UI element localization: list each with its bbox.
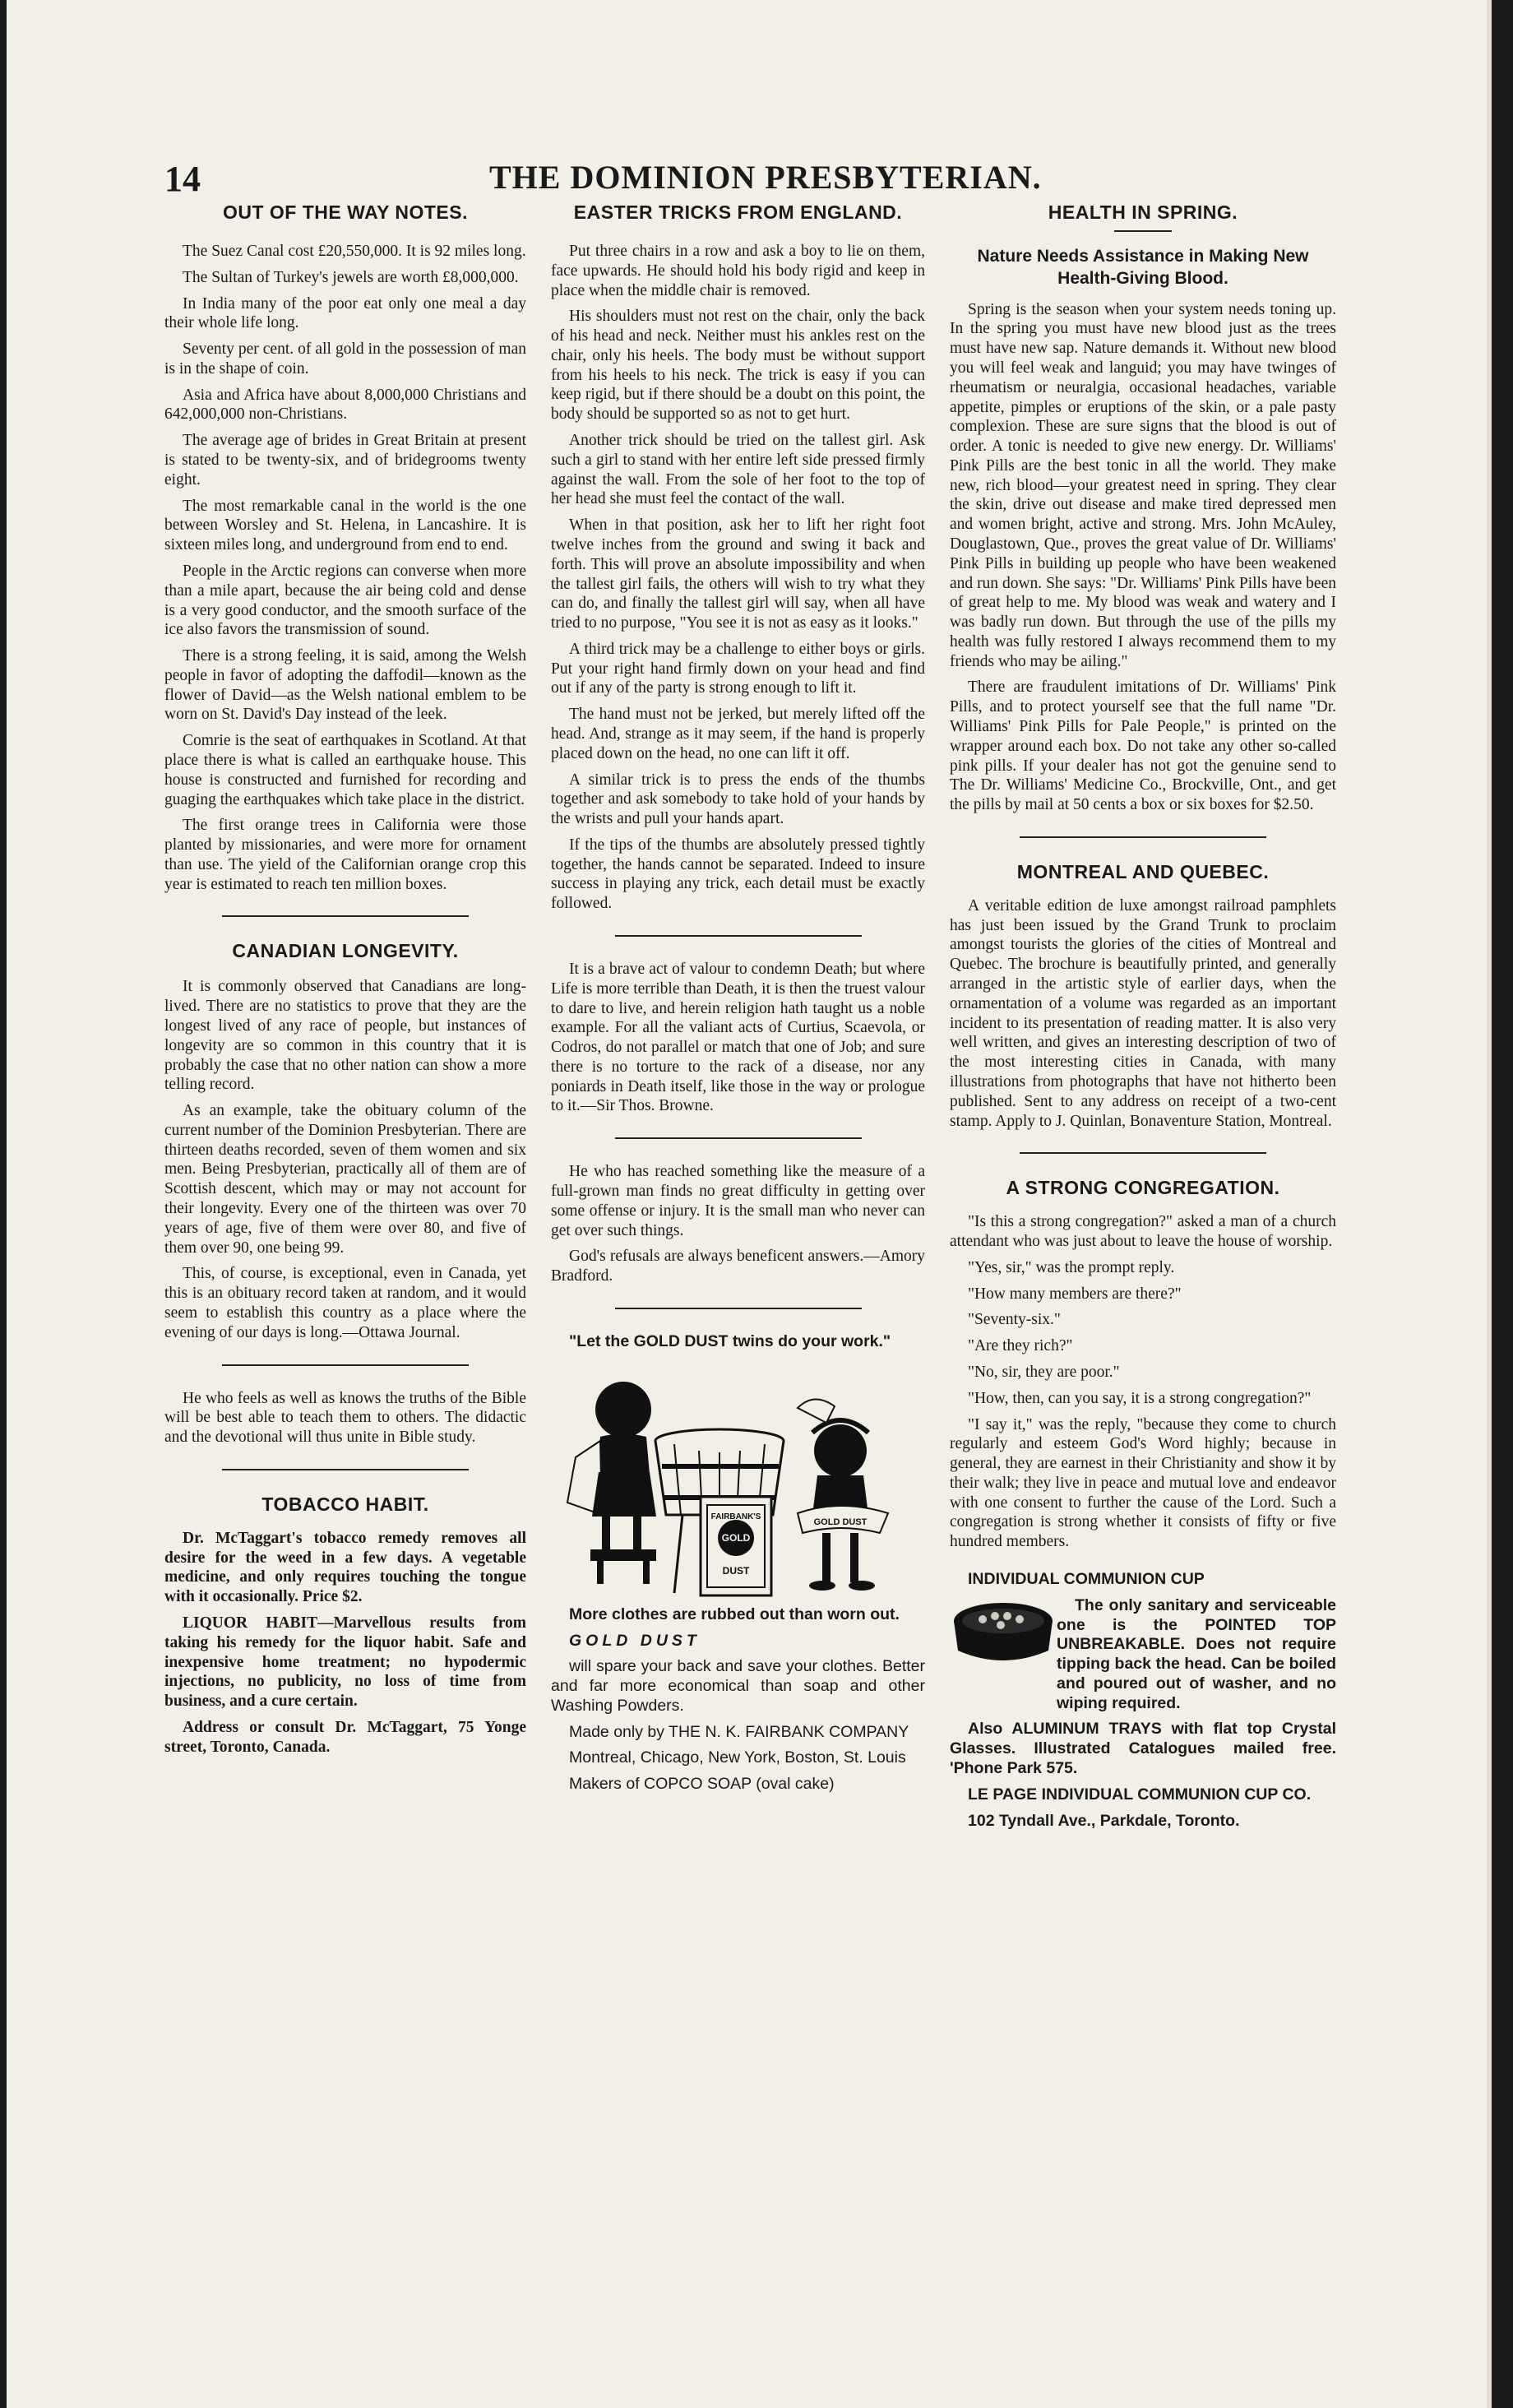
communion-cup-advertisement bbox=[950, 1570, 1336, 1831]
paragraph: Spring is the season when your system needs toning up. In the spring you must have new blood just as the trees must have new sap. Nature demands it. Without new blood you will feel weak and languid; you may have twinges of rheumatism or neuralgia, occasional headaches, variable appetite, pimples or eruptions of the skin, or a pale pasty complexion. These are sure signs that the blood is out of order. A tonic is needed to give new energy. Dr. Williams' Pink Pills are the best tonic in all the world. They make new, rich blood—your greatest need in spring. They clear the skin, drive out disease and make tired depressed men and women bright, active and strong. Mrs. John McAuley, Douglastown, Que., proves the great value of Dr. Williams' Pink Pills in building up people who have been weakened and run down. She says: "Dr. Williams' Pink Pills have been of great help to me. My blood was weak and watery and I was badly run down. But through the use of the pills my health was fully restored I always recommend them to my friends who may be ailing." bbox=[950, 300, 1336, 670]
paragraph: "Is this a strong congregation?" asked a man of a church attendant who was just about to leave the house of worship. bbox=[950, 1213, 1336, 1251]
paragraph: In India many of the poor eat only one meal a day their whole life long. bbox=[164, 294, 526, 332]
paragraph: The most remarkable canal in the world is the one between Worsley and St. Helena, in Lancashire. It is sixteen miles long, and underground from end to end. bbox=[164, 497, 526, 554]
article-heading: A STRONG CONGREGATION. bbox=[1006, 1177, 1280, 1199]
communion-tray-icon bbox=[950, 1596, 1057, 1672]
full-grown-man-note bbox=[551, 1162, 925, 1286]
ad-more-text: Also ALUMINUM TRAYS with flat top Crystal Glasses. Illustrated Catalogues mailed free. 'Phone Park 575. bbox=[950, 1720, 1336, 1778]
paragraph: It is a brave act of valour to condemn Death; but where Life is more terrible than Death, it is then the truest valour to dare to live, and herein religion hath taught us a noble example. For all the valiant acts of Curtius, Scaevola, or Codros, do not parallel or match that one of Job; and sure there is no torture to the rack of a disease, nor any poniards in Death itself, like those in the way or prologue to it.—Sir Thos. Browne. bbox=[551, 961, 925, 1115]
ad-also-makers: Makers of COPCO SOAP (oval cake) bbox=[569, 1775, 835, 1794]
svg-text:GOLD: GOLD bbox=[721, 1531, 751, 1544]
paragraph: A veritable edition de luxe amongst railroad pamphlets has just been issued by the Grand Trunk to proclaim amongst tourists the glories of the cities of Montreal and Quebec. The brochure is beautifully printed, and generally arranged in the artistic style of earlier days, when the ornamentation of a volume was regarded as an important incident to its presentation of reading matter. It is also very well written, and gives an interesting description of two of the most interesting cities in Canada, with many illustrations from photographs that have not hitherto been published. Sent to any address on receipt of a two-cent stamp. Apply to J. Quinlan, Bonaventure Station, Montreal. bbox=[950, 896, 1336, 1130]
paragraph: Put three chairs in a row and ask a boy to lie on them, face upwards. He should hold his body rigid and keep in place when the middle chair is removed. bbox=[551, 243, 925, 299]
left-twin-figure bbox=[567, 1382, 656, 1584]
paragraph: A third trick may be a challenge to either boys or girls. Put your right hand firmly down on your head and find out if any of the party is strong enough to lift it. bbox=[551, 640, 925, 697]
section-divider bbox=[222, 1469, 469, 1470]
section-divider bbox=[222, 915, 469, 917]
gold-dust-box bbox=[701, 1497, 771, 1595]
ad-row bbox=[950, 1596, 1336, 1720]
paragraph: He who has reached something like the measure of a full-grown man finds no great difficulty in getting over some offense or injury. It is the small man who never can get over such things. bbox=[551, 1163, 925, 1239]
ad-body-text: The only sanitary and serviceable one is the POINTED TOP UNBREAKABLE. Does not require tipping back the head. Can be boiled and poured out of washer, and no wiping required. bbox=[1057, 1595, 1336, 1712]
paragraph: Comrie is the seat of earthquakes in Scotland. At that place there is what is called an earthquake house. This house is constructed and furnished for recording and guaging the earthquakes which take place in the district. bbox=[164, 732, 526, 808]
ad-cities: Montreal, Chicago, New York, Boston, St. Louis bbox=[569, 1748, 906, 1767]
article-health-in-spring bbox=[950, 201, 1336, 815]
newspaper-title: THE DOMINION PRESBYTERIAN. bbox=[489, 159, 1042, 196]
page-edge-left bbox=[0, 0, 7, 2408]
article-heading: MONTREAL AND QUEBEC. bbox=[1016, 860, 1270, 882]
paragraph: When in that position, ask her to lift her right foot twelve inches from the ground and swing it back and forth. This will prove an absolute impossibility and when the tallest girl fails, the others will wish to try what they can do, and finally the tallest girl will say, when all have tried to no purpose, "You see it is not as easy as it looks." bbox=[551, 516, 925, 632]
paragraph: The average age of brides in Great Britain at present is stated to be twenty-six, and of bridegrooms twenty eight. bbox=[164, 432, 526, 489]
article-out-of-the-way-notes bbox=[164, 201, 526, 894]
column-2 bbox=[551, 201, 925, 1801]
article-heading: OUT OF THE WAY NOTES. bbox=[222, 201, 469, 223]
paragraph: Dr. McTaggart's tobacco remedy removes all desire for the weed in a few days. A vegetable medicine, and only requires touching the tongue with it occasionally. Price $2. bbox=[164, 1529, 526, 1606]
paragraph: LIQUOR HABIT—Marvellous results from taking his remedy for the liquor habit. Safe and inexpensive home treatment; no hypodermic injections, no publicity, no loss of time from business, and a cure certain. bbox=[164, 1614, 526, 1711]
paragraph: This, of course, is exceptional, even in Canada, yet this is an obituary record taken at random, and it would seem to establish this country as a place where the evening of our days is long.—Ottawa Journal. bbox=[164, 1265, 526, 1341]
section-divider bbox=[615, 935, 862, 937]
svg-text:GOLD DUST: GOLD DUST bbox=[813, 1517, 868, 1527]
paragraph: It is commonly observed that Canadians are long-lived. There are no statistics to prove that they are the longest lived of any race of people, but instances of longevity are so common in this country that it is probably the case that no other nation can show a more telling record. bbox=[164, 978, 526, 1094]
article-heading: HEALTH IN SPRING. bbox=[1048, 201, 1238, 223]
article-heading: TOBACCO HABIT. bbox=[261, 1493, 429, 1515]
paragraph: Another trick should be tried on the tallest girl. Ask such a girl to stand with her entire left side pressed firmly against the wall. From the sole of her foot to the top of her head she must feel the contact of the wall. bbox=[551, 432, 925, 508]
paragraph: The hand must not be jerked, but merely lifted off the head. And, strange as it may seem, if the hand is properly placed down on the head, no one can lift it off. bbox=[551, 706, 925, 762]
paragraph: "No, sir, they are poor." bbox=[968, 1363, 1120, 1381]
svg-text:DUST: DUST bbox=[722, 1564, 750, 1577]
ad-brand-name: GOLD DUST bbox=[569, 1631, 701, 1650]
masthead bbox=[164, 158, 1184, 199]
page-number: 14 bbox=[164, 159, 201, 199]
section-divider bbox=[1020, 836, 1266, 838]
article-subheading: Nature Needs Assistance in Making New Health-Giving Blood. bbox=[977, 247, 1309, 289]
paragraph: He who feels as well as knows the truths of the Bible will be best able to teach them to others. The didactic and the devotional will thus unite in Bible study. bbox=[164, 1389, 526, 1447]
ad-title: INDIVIDUAL COMMUNION CUP bbox=[968, 1570, 1205, 1588]
paragraph: "Are they rich?" bbox=[968, 1337, 1073, 1355]
page-edge-right bbox=[1492, 0, 1513, 2408]
paragraph: "How, then, can you say, it is a strong congregation?" bbox=[968, 1389, 1312, 1407]
article-heading: CANADIAN LONGEVITY. bbox=[232, 940, 459, 962]
page-inner-margin bbox=[1487, 0, 1492, 2408]
paragraph: Seventy per cent. of all gold in the possession of man is in the shape of coin. bbox=[164, 340, 526, 377]
paragraph: The Sultan of Turkey's jewels are worth £8,000,000. bbox=[183, 268, 519, 286]
column-1 bbox=[164, 201, 526, 1763]
ad-subline: More clothes are rubbed out than worn out. bbox=[569, 1605, 900, 1623]
paragraph: People in the Arctic regions can converse when more than a mile apart, because the air being cold and dense is a very good conductor, and the smooth surface of the ice also favors the transmission of sound. bbox=[164, 562, 526, 639]
right-twin-figure bbox=[798, 1399, 888, 1591]
section-divider bbox=[222, 1364, 469, 1366]
paragraph: As an example, take the obituary column of the current number of the Dominion Presbyterian. There are thirteen deaths recorded, seven of them women and six men. Being Presbyterian, practically all of them are of Scottish descent, which may or may not account for their longevity. Every one of the thirteen was over 70 years of age, five of them were over 80, and five of them over 90, one being 99. bbox=[164, 1102, 526, 1257]
gold-dust-advertisement bbox=[551, 1332, 925, 1794]
valour-quote bbox=[551, 960, 925, 1116]
article-easter-tricks bbox=[551, 201, 925, 914]
article-canadian-longevity bbox=[164, 940, 526, 1342]
paragraph: "Seventy-six." bbox=[968, 1311, 1061, 1329]
section-divider bbox=[1020, 1152, 1266, 1154]
ad-company: LE PAGE INDIVIDUAL COMMUNION CUP CO. bbox=[968, 1785, 1312, 1804]
section-divider bbox=[615, 1137, 862, 1139]
ad-tagline: "Let the GOLD DUST twins do your work." bbox=[569, 1331, 891, 1350]
ad-address: 102 Tyndall Ave., Parkdale, Toronto. bbox=[968, 1811, 1240, 1830]
article-strong-congregation bbox=[950, 1177, 1336, 1552]
paragraph: God's refusals are always beneficent answers.—Amory Bradford. bbox=[551, 1248, 925, 1285]
bible-study-note bbox=[164, 1389, 526, 1447]
paragraph: The first orange trees in California were those planted by missionaries, and were more for ornament than use. The yield of the Californian orange crop this year is estimated to reach ten million boxes. bbox=[164, 817, 526, 893]
article-montreal-and-quebec bbox=[950, 861, 1336, 1131]
paragraph: There are fraudulent imitations of Dr. Williams' Pink Pills, and to protect yourself see that the full name "Dr. Williams' Pink Pills for Pale People," is printed on the wrapper around each box. Do not take any other so-called pink pills. If your dealer has not got the genuine send to The Dr. Williams' Medicine Co., Brockville, Ont., and get the pills by mail at 50 cents a box or six boxes for $2.50. bbox=[950, 678, 1336, 814]
paragraph: Address or consult Dr. McTaggart, 75 Yonge street, Toronto, Canada. bbox=[164, 1718, 526, 1756]
ad-body-text: will spare your back and save your clothes. Better and far more economical than soap and other Washing Powders. bbox=[551, 1657, 925, 1715]
paragraph: Asia and Africa have about 8,000,000 Christians and 642,000,000 non-Christians. bbox=[164, 386, 526, 424]
paragraph: A similar trick is to press the ends of the thumbs together and ask somebody to take hold of your hands by the wrists and pull your hands apart. bbox=[551, 771, 925, 828]
column-3 bbox=[950, 201, 1336, 1837]
paragraph: "How many members are there?" bbox=[968, 1285, 1182, 1303]
heading-rule bbox=[1114, 230, 1172, 232]
paragraph: If the tips of the thumbs are absolutely pressed tightly together, the hands cannot be separated. Indeed to insure success in playing any trick, each detail must be exactly followed. bbox=[551, 836, 925, 913]
gold-dust-twins-illustration bbox=[551, 1359, 925, 1605]
paragraph: The Suez Canal cost £20,550,000. It is 92 miles long. bbox=[183, 243, 526, 260]
svg-text:FAIRBANK'S: FAIRBANK'S bbox=[710, 1512, 761, 1521]
paragraph: "I say it," was the reply, "because they come to church regularly and esteem God's Word highly; because in general, they are earnest in their Christianity and show it by their walk; they live in peace and mutual love and endeavor with one consent to further the cause of the Lord. Such a congregation is strong whether it consists of fifty or five hundred members. bbox=[950, 1415, 1336, 1551]
paragraph: "Yes, sir," was the prompt reply. bbox=[968, 1258, 1175, 1276]
article-heading: EASTER TRICKS FROM ENGLAND. bbox=[573, 201, 903, 223]
paragraph: There is a strong feeling, it is said, among the Welsh people in favor of adopting the daffodil—known as the flower of David—as the Welsh national emblem to be worn on St. David's Day instead of the leek. bbox=[164, 647, 526, 724]
paragraph: His shoulders must not rest on the chair, only the back of his head and neck. Neither must his ankles rest on the chair, only his heels. The body must be without support from his heels to his neck. The trick is easy if you can keep rigid, but if there should be a doubt on this point, the body should be supported so as not to get hurt. bbox=[551, 308, 925, 424]
section-divider bbox=[615, 1308, 862, 1309]
ad-maker: Made only by THE N. K. FAIRBANK COMPANY bbox=[569, 1722, 909, 1741]
article-tobacco-habit bbox=[164, 1493, 526, 1757]
